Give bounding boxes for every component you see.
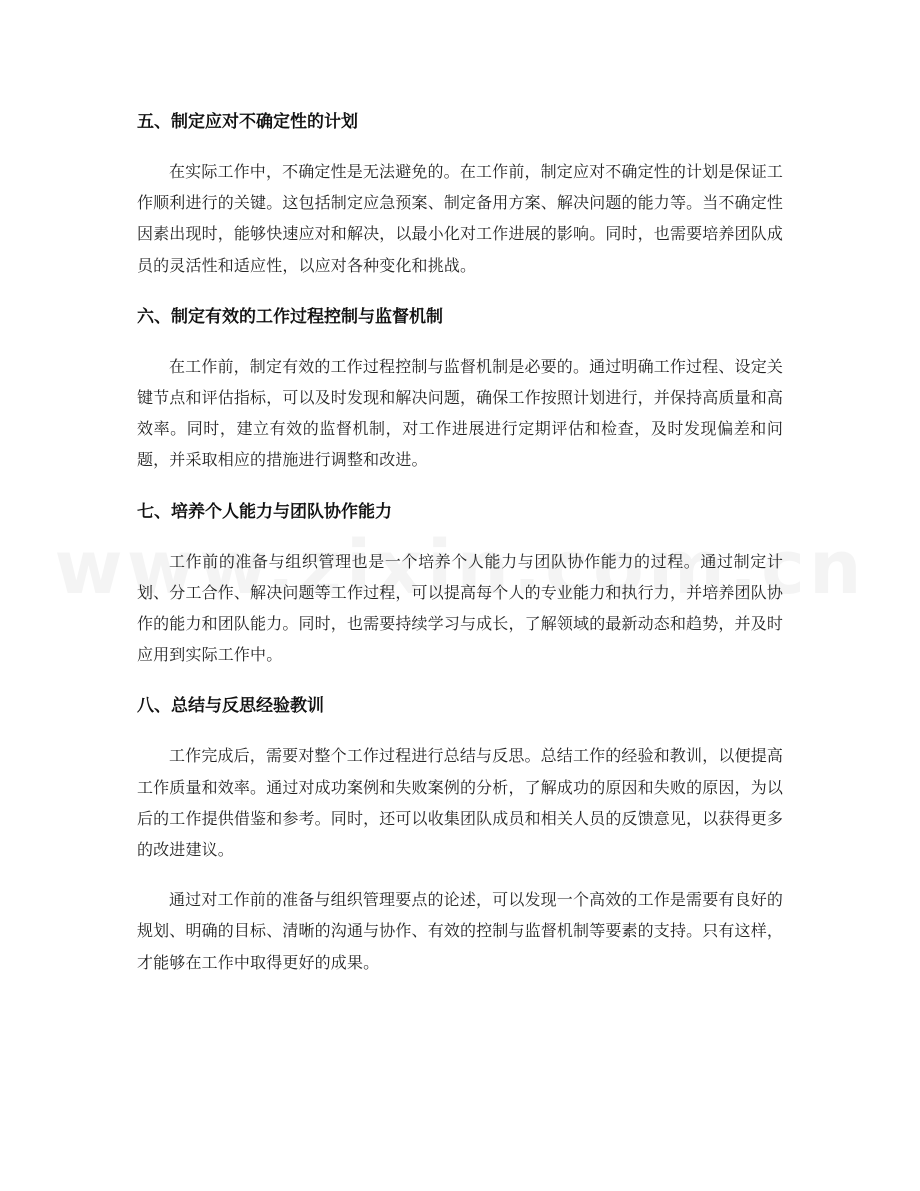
section-paragraph: 在实际工作中，不确定性是无法避免的。在工作前，制定应对不确定性的计划是保证工作顺利进行的关键。这包括制定应急预案、制定备用方案、解决问题的能力等。当不确定性因素出现时，能够快速应对和解决，以最小化对工作进展的影响。同时，也需要培养团队成员的灵活性和适应性，以应对各种变化和挑战。 bbox=[137, 162, 784, 275]
section-7 bbox=[137, 497, 783, 671]
section-heading: 六、制定有效的工作过程控制与监督机制 bbox=[137, 306, 443, 327]
section-8 bbox=[137, 691, 783, 865]
section-paragraph: 在工作前，制定有效的工作过程控制与监督机制是必要的。通过明确工作过程、设定关键节点和评估指标，可以及时发现和解决问题，确保工作按照计划进行，并保持高质量和高效率。同时，建立有效的监督机制，对工作进展进行定期评估和检查，及时发现偏差和问题，并采取相应的措施进行调整和改进。 bbox=[137, 356, 784, 470]
section-paragraph: 工作完成后，需要对整个工作过程进行总结与反思。总结工作的经验和教训，以便提高工作质量和效率。通过对成功案例和失败案例的分析，了解成功的原因和失败的原因，为以后的工作提供借鉴和参考。同时，还可以收集团队成员和相关人员的反馈意见，以获得更多的改进建议。 bbox=[137, 746, 784, 860]
section-heading: 五、制定应对不确定性的计划 bbox=[137, 112, 358, 132]
conclusion-paragraph: 通过对工作前的准备与组织管理要点的论述，可以发现一个高效的工作是需要有良好的规划、明确的目标、清晰的沟通与协作、有效的控制与监督机制等要素的支持。只有这样，才能够在工作中取得更好的成果。 bbox=[137, 890, 784, 972]
section-heading: 七、培养个人能力与团队协作能力 bbox=[137, 501, 392, 522]
section-heading: 八、总结与反思经验教训 bbox=[137, 696, 324, 717]
section-6 bbox=[137, 302, 783, 476]
section-paragraph: 工作前的准备与组织管理也是一个培养个人能力与团队协作能力的过程。通过制定计划、分工合作、解决问题等工作过程，可以提高每个人的专业能力和执行力，并培养团队协作的能力和团队能力。同时，也需要持续学习与成长，了解领域的最新动态和趋势，并及时应用到实际工作中。 bbox=[137, 551, 784, 665]
section-5 bbox=[137, 107, 783, 281]
